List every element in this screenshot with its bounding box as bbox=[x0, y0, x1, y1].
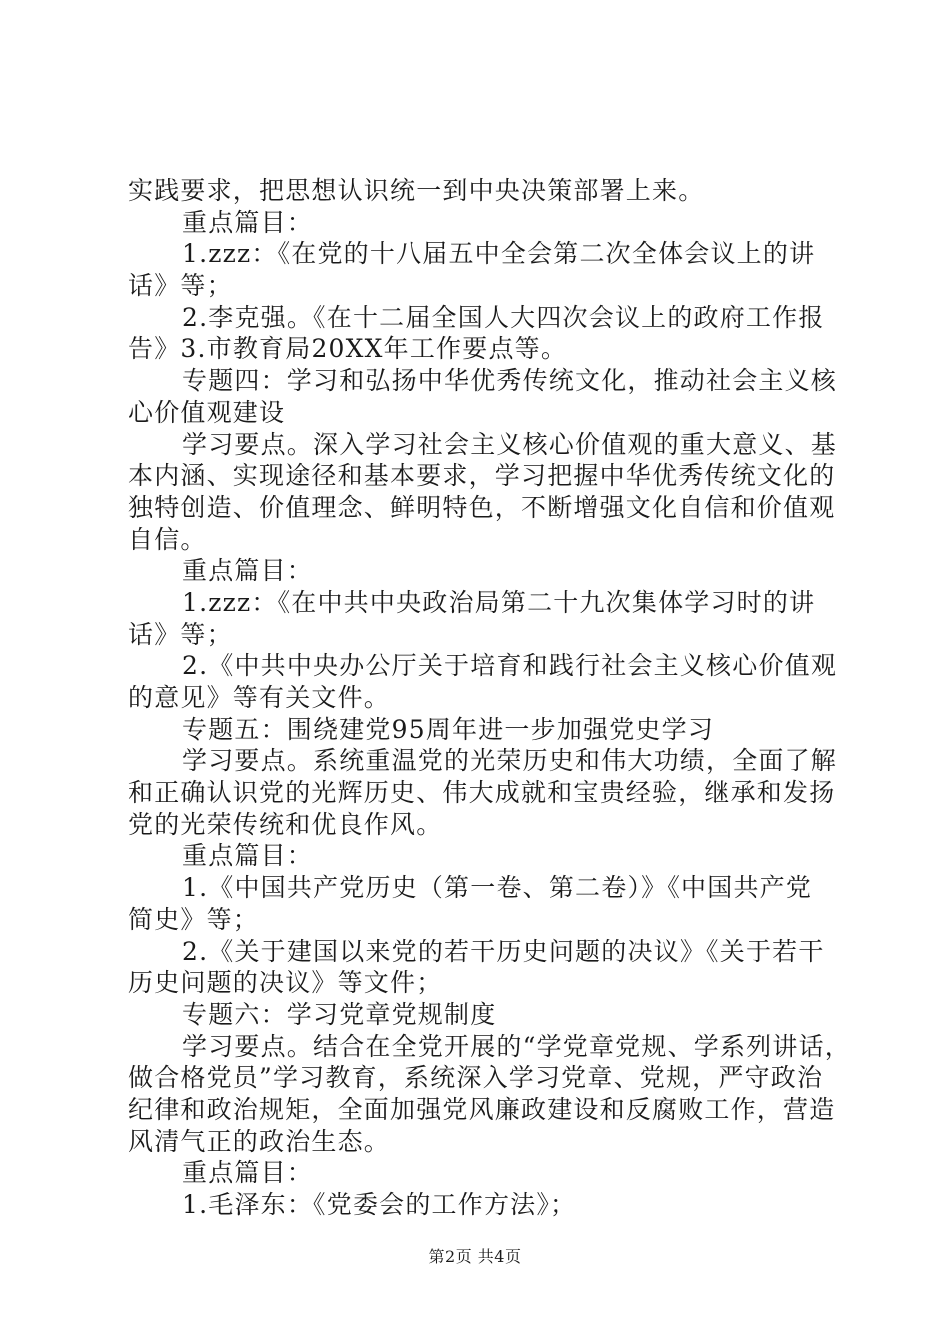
text-line: 重点篇目： bbox=[182, 556, 314, 586]
document-body bbox=[128, 175, 851, 1221]
text-line: 重点篇目： bbox=[182, 1158, 314, 1188]
text-line: 做合格党员”学习教育，系统深入学习党章、党规，严守政治 bbox=[128, 1063, 824, 1093]
text-line: 简史》等； bbox=[128, 904, 260, 934]
text-line: 学习要点。结合在全党开展的“学党章党规、学系列讲话， bbox=[182, 1031, 851, 1061]
text-line: 话》等； bbox=[128, 271, 233, 301]
text-line: 话》等； bbox=[128, 619, 233, 649]
text-line: 1.《中国共产党历史（第一卷、第二卷）》《中国共产党 bbox=[182, 873, 813, 903]
text-line: 专题四：学习和弘扬中华优秀传统文化，推动社会主义核 bbox=[182, 366, 838, 396]
text-line: 实践要求，把思想认识统一到中央决策部署上来。 bbox=[128, 176, 705, 205]
text-line: 学习要点。深入学习社会主义核心价值观的重大意义、基 bbox=[182, 429, 838, 459]
text-line: 的意见》等有关文件。 bbox=[128, 683, 391, 712]
text-line: 本内涵、实现途径和基本要求，学习把握中华优秀传统文化的 bbox=[128, 461, 836, 491]
text-line: 纪律和政治规矩，全面加强党风廉政建设和反腐败工作，营造 bbox=[128, 1094, 836, 1124]
text-line: 重点篇目： bbox=[182, 841, 314, 871]
text-line: 1.zzz：《在中共中央政治局第二十九次集体学习时的讲 bbox=[182, 587, 816, 617]
text-line: 自信。 bbox=[128, 524, 207, 554]
text-line: 1.zzz：《在党的十八届五中全会第二次全体会议上的讲 bbox=[182, 239, 816, 269]
text-line: 2.《关于建国以来党的若干历史问题的决议》《关于若干 bbox=[182, 936, 825, 966]
page-footer: 第2页 共4页 bbox=[428, 1247, 522, 1266]
text-line: 2.《中共中央办公厅关于培育和践行社会主义核心价值观 bbox=[182, 651, 838, 681]
text-line: 1.毛泽东：《党委会的工作方法》； bbox=[182, 1190, 577, 1219]
text-line: 专题六：学习党章党规制度 bbox=[182, 999, 497, 1029]
text-line: 党的光荣传统和优良作风。 bbox=[128, 809, 443, 839]
text-line: 风清气正的政治生态。 bbox=[128, 1126, 391, 1156]
text-line: 学习要点。系统重温党的光荣历史和伟大功绩，全面了解 bbox=[182, 746, 838, 776]
text-line: 2.李克强。《在十二届全国人大四次会议上的政府工作报 bbox=[182, 302, 825, 332]
text-line: 告》3.市教育局20XX年工作要点等。 bbox=[128, 334, 568, 364]
text-line: 重点篇目： bbox=[182, 207, 314, 237]
text-line: 独特创造、价值理念、鲜明特色，不断增强文化自信和价值观 bbox=[128, 492, 836, 522]
text-line: 专题五：围绕建党95周年进一步加强党史学习 bbox=[182, 714, 715, 744]
text-line: 历史问题的决议》等文件； bbox=[128, 968, 443, 998]
text-line: 和正确认识党的光辉历史、伟大成就和宝贵经验，继承和发扬 bbox=[128, 778, 836, 808]
text-line: 心价值观建设 bbox=[128, 397, 286, 427]
